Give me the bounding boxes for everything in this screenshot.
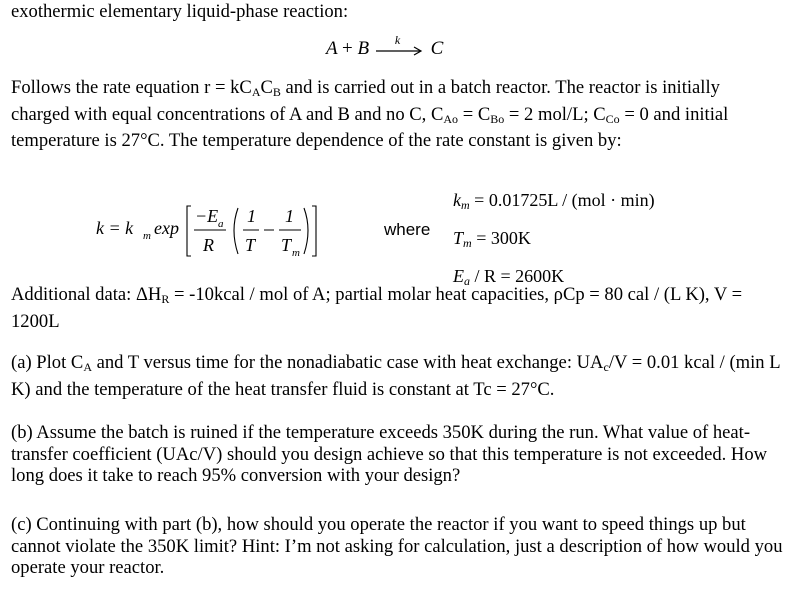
parameter-list [453, 184, 655, 298]
intro-text: exothermic elementary liquid-phase reaction: [11, 1, 349, 22]
where-label: where [384, 220, 431, 239]
tm-sub: m [463, 236, 472, 250]
part-a-text-a: (a) Plot C [11, 352, 84, 373]
one-over-t-num: 1 [247, 206, 256, 226]
ea-value: / R = 2600K [470, 266, 565, 286]
part-a-text-c: /V = 0.01 kcal / (min L K) and the temperature of the heat transfer fluid is constant at Tc = 27°C. [11, 352, 780, 400]
rate-lhs: k = k [96, 218, 134, 238]
part-b [11, 422, 783, 487]
rate-law-svg [96, 200, 326, 262]
rate-law-equation [96, 200, 326, 268]
km-symbol: k [453, 190, 461, 210]
param-km [453, 184, 655, 222]
product-c: C [430, 38, 444, 59]
km-value: = 0.01725L / (mol · min) [469, 190, 655, 210]
intro-line [11, 1, 783, 23]
additional-text-a: Additional data: ΔH [11, 284, 162, 305]
additional-sub-r: R [161, 292, 170, 306]
ea-numerator-sub: a [218, 218, 224, 230]
rate-constant-label: k [394, 32, 401, 47]
km-sub: m [461, 198, 470, 212]
para-sub-co: Co [605, 111, 620, 126]
ea-sub: a [464, 274, 470, 288]
exp-label: exp [154, 218, 179, 238]
para-text-c: and is carried out in a batch reactor. The reactor is initially charged with equal concentrations of A and B and no C, C [11, 77, 720, 125]
additional-text-b: = -10kcal / mol of A; partial molar heat capacities, ρCp = 80 cal / (L K), V = 1200L [11, 284, 743, 332]
tm-denominator: T [281, 235, 292, 255]
ea-symbol: E [453, 266, 464, 286]
para-text-e: = 2 mol/L; C [504, 103, 606, 125]
plus-sign: + [342, 38, 353, 59]
para-sub-b: B [272, 85, 281, 99]
reactant-a: A [326, 38, 338, 59]
part-a-text-b: and T versus time for the nonadiabatic case with heat exchange: UA [91, 352, 604, 373]
para-sub-ao: Ao [443, 111, 459, 126]
part-a-sub-a: A [83, 360, 92, 374]
problem-paragraph [11, 77, 783, 152]
rate-lhs-sub: m [143, 230, 151, 242]
param-tm [453, 222, 655, 260]
reaction-equation [326, 32, 444, 60]
part-b-text: (b) Assume the batch is ruined if the temperature exceeds 350K during the run. What value of heat-transfer coefficient (UAc/V) should you design achieve so that this temperature is not exceeded. How long does it take to reach 95% conversion with your design? [11, 422, 768, 486]
additional-data [11, 284, 783, 332]
tm-denominator-sub: m [292, 247, 300, 259]
para-text-f: = 0 and initial temperature is 27°C. The temperature dependence of the rate constant is given by: [11, 103, 729, 151]
para-sub-a: A [251, 85, 261, 99]
part-a [11, 352, 783, 400]
para-text-d: = C [458, 103, 491, 125]
r-denominator: R [203, 235, 214, 255]
tm-symbol: T [453, 228, 464, 248]
part-c-text: (c) Continuing with part (b), how should you operate the reactor if you want to speed things up but cannot violate the 350K limit? Hint: I’m not asking for calculation, just a description of how would you operate your reactor. [11, 514, 783, 578]
arrow-icon [376, 46, 424, 56]
para-text-b: C [260, 77, 273, 98]
reactant-b: B [357, 38, 370, 59]
one-over-tm-num: 1 [285, 206, 294, 226]
ea-numerator: −E [195, 206, 219, 226]
para-sub-bo: Bo [490, 111, 505, 126]
para-text-a: Follows the rate equation r = kC [11, 77, 252, 98]
t-denominator: T [245, 235, 256, 255]
tm-value: = 300K [471, 228, 531, 248]
part-a-sub-c: c [603, 360, 609, 374]
part-c [11, 514, 783, 579]
reaction-arrow [376, 32, 424, 60]
